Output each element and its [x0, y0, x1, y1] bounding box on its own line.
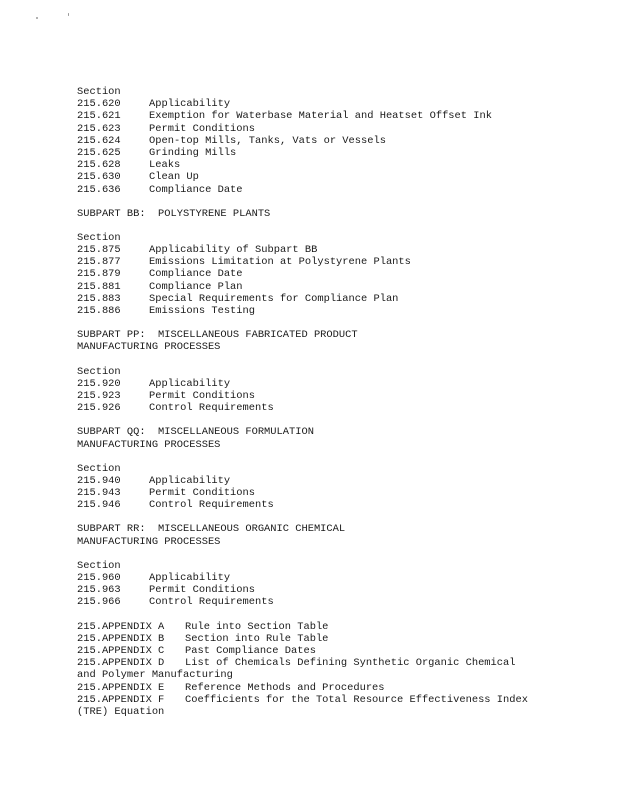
section-label: Section	[77, 86, 121, 98]
appendix-title-continuation: (TRE) Equation	[77, 705, 165, 718]
toc-entry	[77, 293, 607, 305]
appendix-entry	[77, 645, 607, 657]
toc-entry	[77, 305, 607, 317]
section-title: Applicability of Subpart BB	[149, 244, 318, 257]
appendix-number: 215.APPENDIX A	[77, 620, 165, 633]
scan-speck	[68, 13, 69, 16]
subpart-heading: SUBPART BB: POLYSTYRENE PLANTS	[77, 207, 271, 220]
section-title: Applicability	[149, 474, 231, 487]
appendix-number: 215.APPENDIX E	[77, 681, 165, 694]
section-number: 215.621	[77, 110, 121, 123]
section-label: Section	[77, 462, 121, 475]
section-title: Applicability	[149, 572, 231, 584]
spacer	[77, 548, 607, 560]
toc-entry	[77, 98, 607, 110]
toc-entry	[77, 123, 607, 135]
spacer	[77, 317, 607, 329]
section-number: 215.960	[77, 572, 121, 584]
section-title: Exemption for Waterbase Material and Heatset Offset Ink	[149, 110, 492, 123]
section-number: 215.628	[77, 159, 121, 172]
section-number: 215.926	[77, 402, 121, 415]
section-number: 215.886	[77, 305, 121, 317]
toc-entry	[77, 171, 607, 183]
section-number: 215.625	[77, 146, 121, 159]
subpart-heading: MANUFACTURING PROCESSES	[77, 341, 221, 354]
appendix-title: Section into Rule Table	[185, 632, 329, 645]
section-number: 215.966	[77, 596, 121, 609]
section-title: Permit Conditions	[149, 389, 256, 402]
toc-entry	[77, 475, 607, 487]
spacer	[77, 451, 607, 463]
section-label: Section	[77, 231, 121, 244]
appendix-number: 215.APPENDIX C	[77, 644, 165, 657]
appendix-title: Reference Methods and Procedures	[185, 681, 385, 694]
subpart-heading: MANUFACTURING PROCESSES	[77, 535, 221, 548]
appendix-title-continuation: and Polymer Manufacturing	[77, 669, 233, 682]
toc-entry	[77, 244, 607, 256]
appendix-title: Rule into Section Table	[185, 620, 329, 633]
section-number: 215.923	[77, 389, 121, 402]
section-number: 215.620	[77, 98, 121, 111]
section-title: Control Requirements	[149, 499, 274, 512]
toc-entry	[77, 584, 607, 596]
section-title: Clean Up	[149, 171, 199, 184]
appendix-entry	[77, 621, 607, 633]
table-of-contents	[77, 86, 607, 718]
section-number: 215.879	[77, 268, 121, 281]
toc-entry	[77, 147, 607, 159]
spacer	[77, 354, 607, 366]
appendix-title: List of Chemicals Defining Synthetic Organic Chemical	[185, 657, 516, 670]
section-title: Leaks	[149, 159, 181, 172]
toc-entry	[77, 390, 607, 402]
section-title: Compliance Date	[149, 183, 243, 196]
section-number: 215.636	[77, 183, 121, 196]
section-number: 215.877	[77, 256, 121, 269]
spacer	[77, 220, 607, 232]
section-title: Compliance Plan	[149, 280, 243, 293]
toc-entry	[77, 596, 607, 608]
section-number: 215.883	[77, 292, 121, 305]
toc-entry	[77, 487, 607, 499]
section-number: 215.946	[77, 499, 121, 512]
section-title: Open-top Mills, Tanks, Vats or Vessels	[149, 134, 386, 147]
toc-entry	[77, 159, 607, 171]
section-number: 215.875	[77, 244, 121, 257]
spacer	[77, 511, 607, 523]
section-title: Emissions Testing	[149, 305, 256, 317]
appendix-number: 215.APPENDIX D	[77, 657, 165, 670]
section-number: 215.630	[77, 171, 121, 184]
appendix-title: Past Compliance Dates	[185, 644, 316, 657]
toc-entry	[77, 268, 607, 280]
section-title: Grinding Mills	[149, 146, 237, 159]
toc-entry	[77, 281, 607, 293]
toc-entry	[77, 402, 607, 414]
section-number: 215.943	[77, 487, 121, 500]
toc-entry	[77, 572, 607, 584]
appendix-entry	[77, 694, 607, 706]
toc-entry	[77, 378, 607, 390]
toc-entry	[77, 135, 607, 147]
subpart-heading: SUBPART QQ: MISCELLANEOUS FORMULATION	[77, 426, 314, 439]
spacer	[77, 414, 607, 426]
section-number: 215.881	[77, 280, 121, 293]
section-title: Applicability	[149, 377, 231, 390]
toc-entry	[77, 110, 607, 122]
section-number: 215.920	[77, 377, 121, 390]
section-title: Compliance Date	[149, 268, 243, 281]
appendix-title: Coefficients for the Total Resource Effectiveness Index	[185, 693, 528, 706]
scan-speck	[36, 17, 38, 19]
toc-entry	[77, 184, 607, 196]
section-number: 215.963	[77, 584, 121, 597]
appendix-entry	[77, 633, 607, 645]
spacer	[77, 609, 607, 621]
subpart-heading: SUBPART PP: MISCELLANEOUS FABRICATED PRODUCT	[77, 329, 358, 342]
appendix-entry	[77, 657, 607, 669]
section-label: Section	[77, 365, 121, 378]
toc-entry	[77, 256, 607, 268]
section-title: Permit Conditions	[149, 584, 256, 597]
section-number: 215.624	[77, 134, 121, 147]
section-title: Permit Conditions	[149, 487, 256, 500]
section-title: Applicability	[149, 98, 231, 111]
toc-entry	[77, 499, 607, 511]
section-number: 215.940	[77, 474, 121, 487]
section-title: Control Requirements	[149, 402, 274, 415]
section-title: Emissions Limitation at Polystyrene Plants	[149, 256, 411, 269]
appendix-number: 215.APPENDIX B	[77, 632, 165, 645]
section-title: Control Requirements	[149, 596, 274, 609]
subpart-heading: MANUFACTURING PROCESSES	[77, 438, 221, 451]
section-number: 215.623	[77, 122, 121, 135]
appendix-entry	[77, 682, 607, 694]
section-label: Section	[77, 559, 121, 572]
spacer	[77, 196, 607, 208]
section-title: Special Requirements for Compliance Plan	[149, 292, 399, 305]
appendix-number: 215.APPENDIX F	[77, 693, 165, 706]
subpart-heading: SUBPART RR: MISCELLANEOUS ORGANIC CHEMICAL	[77, 523, 346, 536]
section-title: Permit Conditions	[149, 122, 256, 135]
